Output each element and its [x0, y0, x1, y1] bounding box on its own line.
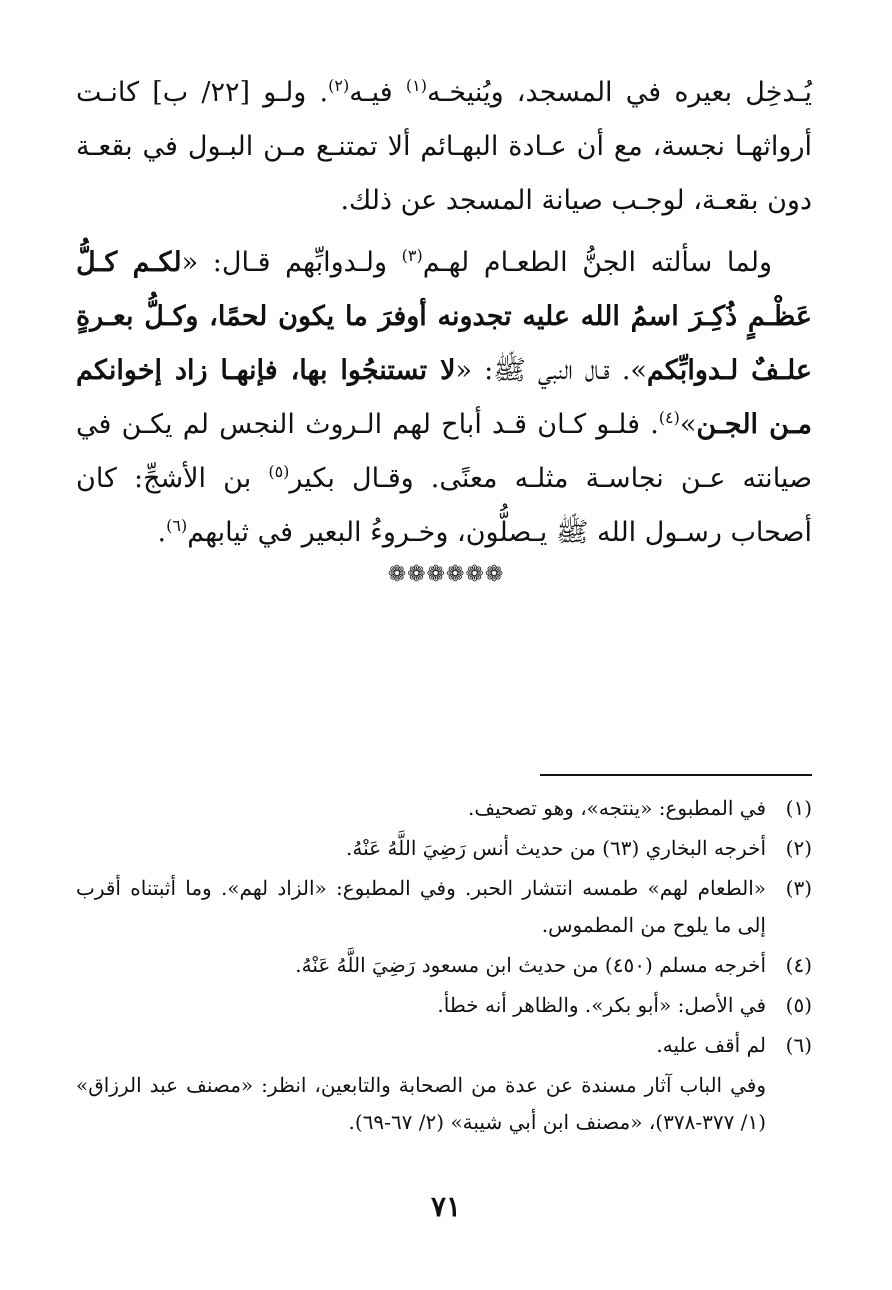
- footnote-item: [76, 790, 812, 827]
- footnote-text: أخرجه البخاري (٦٣) من حديث أنس رَضِيَ اللَّهُ عَنْهُ.: [346, 836, 766, 860]
- footnote-ref-3[interactable]: (٣): [401, 246, 423, 265]
- footnote-text: «الطعام لهم» طمسه انتشار الحبر. وفي المطبوع: «الزاد لهم». وما أثبتناه أقرب إلى ما يلوح من المطموس.: [76, 876, 766, 937]
- paragraph-1: [76, 66, 812, 228]
- paragraph-2-text-g: .: [157, 517, 167, 548]
- paragraph-1-text-b: فيـه: [349, 77, 406, 108]
- footnote-text: في الأصل: «أبو بكر». والظاهر أنه خطأ.: [437, 993, 766, 1017]
- section-divider-ornament: ❁❁❁❁❁❁: [387, 562, 505, 587]
- footnotes: [76, 790, 812, 1141]
- footnote-item: [76, 987, 812, 1024]
- footnote-ref-4[interactable]: (٤): [658, 408, 680, 427]
- footnote-separator-line: [540, 774, 812, 776]
- paragraph-2: [76, 236, 812, 560]
- footnote-text: في المطبوع: «ينتجه»، وهو تصحيف.: [468, 796, 766, 820]
- page-number: ٧١: [430, 1190, 462, 1223]
- footnote-text: لم أقف عليه.: [656, 1033, 766, 1057]
- footnote-item: [76, 830, 812, 867]
- footnote-ref-6[interactable]: (٦): [166, 516, 188, 535]
- footnote-ref-1[interactable]: (١): [405, 76, 427, 95]
- footnote-number: (٢): [785, 836, 812, 860]
- paragraph-2-text-a: ولما سألته الجنُّ الطعـام لهـم: [422, 247, 772, 278]
- paragraph-2-text-d: »: [679, 409, 697, 440]
- footnote-number: (٤): [785, 953, 812, 977]
- footnote-continuation: وفي الباب آثار مسندة عن عدة من الصحابة والتابعين، انظر: «مصنف عبد الرزاق» (١/ ٣٧٧-٣٧٨)، «مصنف ابن أبي شيبة» (٢/ ٦٧-٦٩).: [76, 1073, 766, 1134]
- footnote-number: (٥): [785, 993, 812, 1017]
- hadith-quote-1: لكـم كـلُّ عَظْـمٍ ذُكِـرَ اسمُ الله عليه تجدونه أوفرَ ما يكون لحمًا، وكـلُّ بعـرةٍ علـفٌ لـدوابِّكم: [76, 247, 812, 386]
- paragraph-1-text-a: يُـدخِل بعيره في المسجد، ويُنيخـه: [426, 77, 813, 108]
- footnote-ref-5[interactable]: (٥): [268, 462, 290, 481]
- footnote-number: (١): [785, 796, 812, 820]
- paragraph-1-text-c: . ولـو [٢٢/ ب] كانـت أرواثهـا نجسة، مع أن عـادة البهـائم ألا تمتنـع مـن البـول في بقعـة دون بقعـة، لوجـب صيانة المسجد عن ذلك.: [76, 77, 812, 216]
- paragraph-2-text-f: بن الأشجِّ: كان أصحاب رسـول الله ﷺ يـصلُّون، وخـروءُ البعير في ثيابهم: [76, 463, 812, 548]
- paragraph-2-text-c: ». قـال النبي ﷺ: «: [455, 355, 647, 386]
- footnote-item: [76, 1027, 812, 1064]
- footnote-text: أخرجه مسلم (٤٥٠) من حديث ابن مسعود رَضِيَ اللَّهُ عَنْهُ.: [295, 953, 766, 977]
- footnote-number: (٦): [785, 1033, 812, 1057]
- footnote-number: (٣): [785, 876, 812, 900]
- paragraph-2-text-e: . فلـو كـان قـد أباح لهم الـروث النجس لم يكـن في صيانته عـن نجاسـة مثلـه معنًى. وقـال بكير: [76, 409, 812, 494]
- main-text: [76, 66, 812, 560]
- paragraph-2-text-b: ولـدوابِّهم قـال: «: [181, 247, 402, 278]
- footnote-item: [76, 870, 812, 944]
- footnote-ref-2[interactable]: (٢): [328, 76, 350, 95]
- hadith-quote-2: لا تستنجُوا بها، فإنهـا زاد إخوانكم مـن الجـن: [76, 355, 813, 440]
- footnote-item: [76, 947, 812, 984]
